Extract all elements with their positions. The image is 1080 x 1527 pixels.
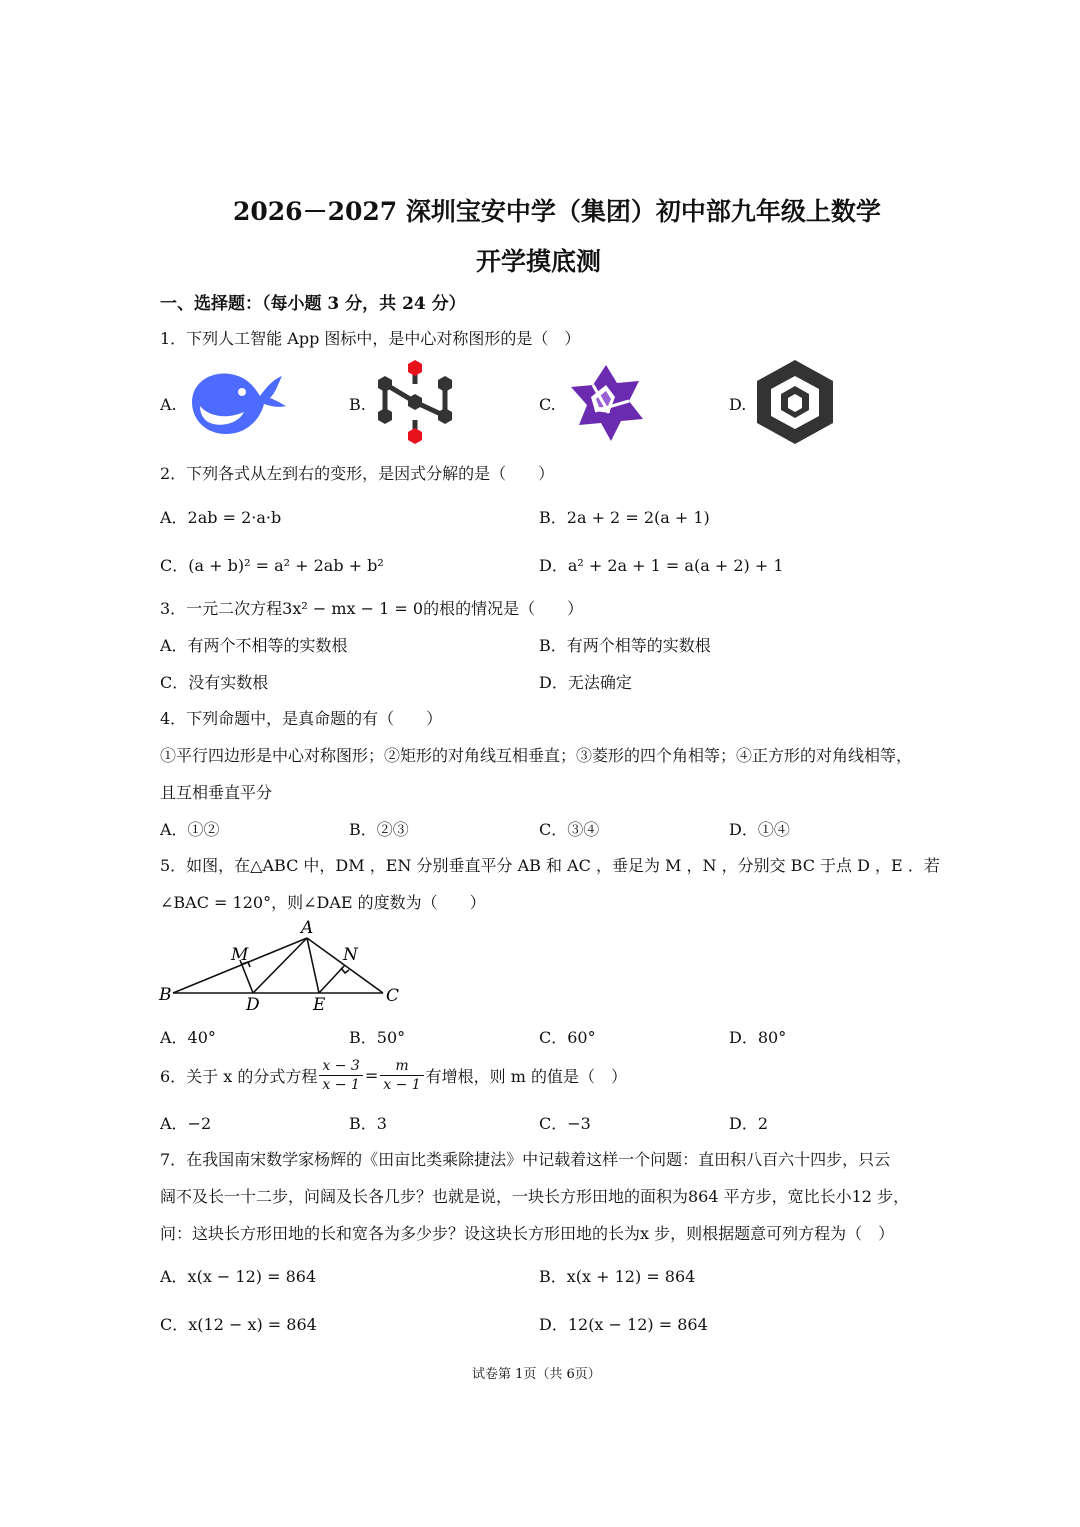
q3-option-b: B．有两个相等的实数根	[539, 636, 711, 655]
page-title: 2026－2027 深圳宝安中学（集团）初中部九年级上数学	[233, 197, 881, 226]
q1-option-a-label: A.	[160, 395, 177, 414]
hexagon-molecule-icon	[373, 358, 457, 446]
q6-option-a: A．−2	[160, 1114, 212, 1133]
q6-option-c: C．−3	[539, 1114, 591, 1133]
whale-logo-icon	[186, 362, 290, 438]
q6-stem-pre: 6．关于 x 的分式方程	[160, 1067, 318, 1086]
q7-option-b: B．x(x + 12) = 864	[539, 1267, 696, 1286]
q4-statements: ①平行四边形是中心对称图形；②矩形的对角线互相垂直；③菱形的四个角相等；④正方形的对角线相等，	[160, 746, 913, 765]
q6-fraction-2	[380, 1057, 423, 1094]
q4-option-b: B．②③	[349, 820, 409, 839]
triangle-figure	[155, 918, 405, 1018]
dark-hexagon-cube-icon	[754, 358, 836, 446]
q1-option-d-label: D.	[729, 395, 747, 414]
q7-stem-line1: 7．在我国南宋数学家杨辉的《田亩比类乘除捷法》中记载着这样一个问题：直田积八百六十四步，只云	[160, 1150, 891, 1169]
fig-label-c: C	[386, 986, 400, 1006]
q5-stem-cont: ∠BAC = 120°，则∠DAE 的度数为（ ）	[160, 893, 486, 912]
q6-fraction-1	[319, 1057, 362, 1094]
purple-star-knot-icon	[565, 363, 647, 443]
q3-option-a: A．有两个不相等的实数根	[160, 636, 348, 655]
q1-option-b-label: B.	[349, 395, 366, 414]
q2-stem: 2．下列各式从左到右的变形，是因式分解的是（ ）	[160, 464, 555, 483]
fig-label-d: D	[246, 995, 260, 1015]
fig-label-e: E	[313, 995, 326, 1015]
q3-option-c: C．没有实数根	[160, 673, 269, 692]
q6-fraction-1-den: x − 1	[322, 1077, 360, 1093]
q5-stem: 5．如图，在△ABC 中，DM ，EN 分别垂直平分 AB 和 AC ，垂足为 M ，N ，分别交 BC 于点 D ，E ．若	[160, 856, 940, 875]
q6-fraction-2-den: x − 1	[383, 1077, 421, 1093]
q4-option-a: A．①②	[160, 820, 220, 839]
q5-option-a: A．40°	[160, 1028, 216, 1047]
q6-fraction-2-num: m	[380, 1057, 423, 1076]
q4-option-d: D．①④	[729, 820, 790, 839]
q2-option-c: C．(a + b)² = a² + 2ab + b²	[160, 556, 384, 575]
q3-stem: 3．一元二次方程3x² − mx − 1 = 0的根的情况是（ ）	[160, 599, 584, 618]
q4-statements-cont: 且互相垂直平分	[160, 783, 273, 802]
q2-option-d: D．a² + 2a + 1 = a(a + 2) + 1	[539, 556, 784, 575]
q4-stem: 4．下列命题中，是真命题的有（ ）	[160, 709, 443, 728]
q2-option-b: B．2a + 2 = 2(a + 1)	[539, 508, 710, 527]
page-footer: 试卷第 1页（共 6页）	[472, 1367, 601, 1382]
fig-label-m: M	[231, 945, 249, 965]
q3-option-d: D．无法确定	[539, 673, 632, 692]
fig-label-a: A	[301, 918, 314, 938]
q6-stem-post: 有增根，则 m 的值是（ ）	[425, 1067, 628, 1086]
q5-option-d: D．80°	[729, 1028, 787, 1047]
q4-option-c: C．③④	[539, 820, 600, 839]
q1-stem: 1．下列人工智能 App 图标中，是中心对称图形的是（ ）	[160, 329, 581, 348]
section-heading: 一、选择题：（每小题 3 分，共 24 分）	[160, 294, 466, 314]
q6-fraction-1-num: x − 3	[319, 1057, 362, 1076]
q7-option-a: A．x(x − 12) = 864	[160, 1267, 317, 1286]
q6-option-d: D．2	[729, 1114, 769, 1133]
q6-stem	[160, 1057, 627, 1094]
fig-label-n: N	[343, 945, 358, 965]
q2-option-a: A．2ab = 2·a·b	[160, 508, 282, 527]
q7-stem-line3: 问：这块长方形田地的长和宽各为多少步？设这块长方形田地的长为x 步，则根据题意可列方程为（ ）	[160, 1224, 895, 1243]
q5-option-c: C．60°	[539, 1028, 596, 1047]
q7-option-d: D．12(x − 12) = 864	[539, 1315, 708, 1334]
page-subtitle: 开学摸底测	[476, 247, 602, 276]
q6-equals: =	[364, 1066, 379, 1085]
q7-stem-line2: 阔不及长一十二步，问阔及长各几步？也就是说，一块长方形田地的面积为864 平方步，宽比长小12 步，	[160, 1187, 910, 1206]
fig-label-b: B	[159, 985, 172, 1005]
q1-option-c-label: C.	[539, 395, 556, 414]
q5-option-b: B．50°	[349, 1028, 406, 1047]
q7-option-c: C．x(12 − x) = 864	[160, 1315, 317, 1334]
q6-option-b: B．3	[349, 1114, 387, 1133]
